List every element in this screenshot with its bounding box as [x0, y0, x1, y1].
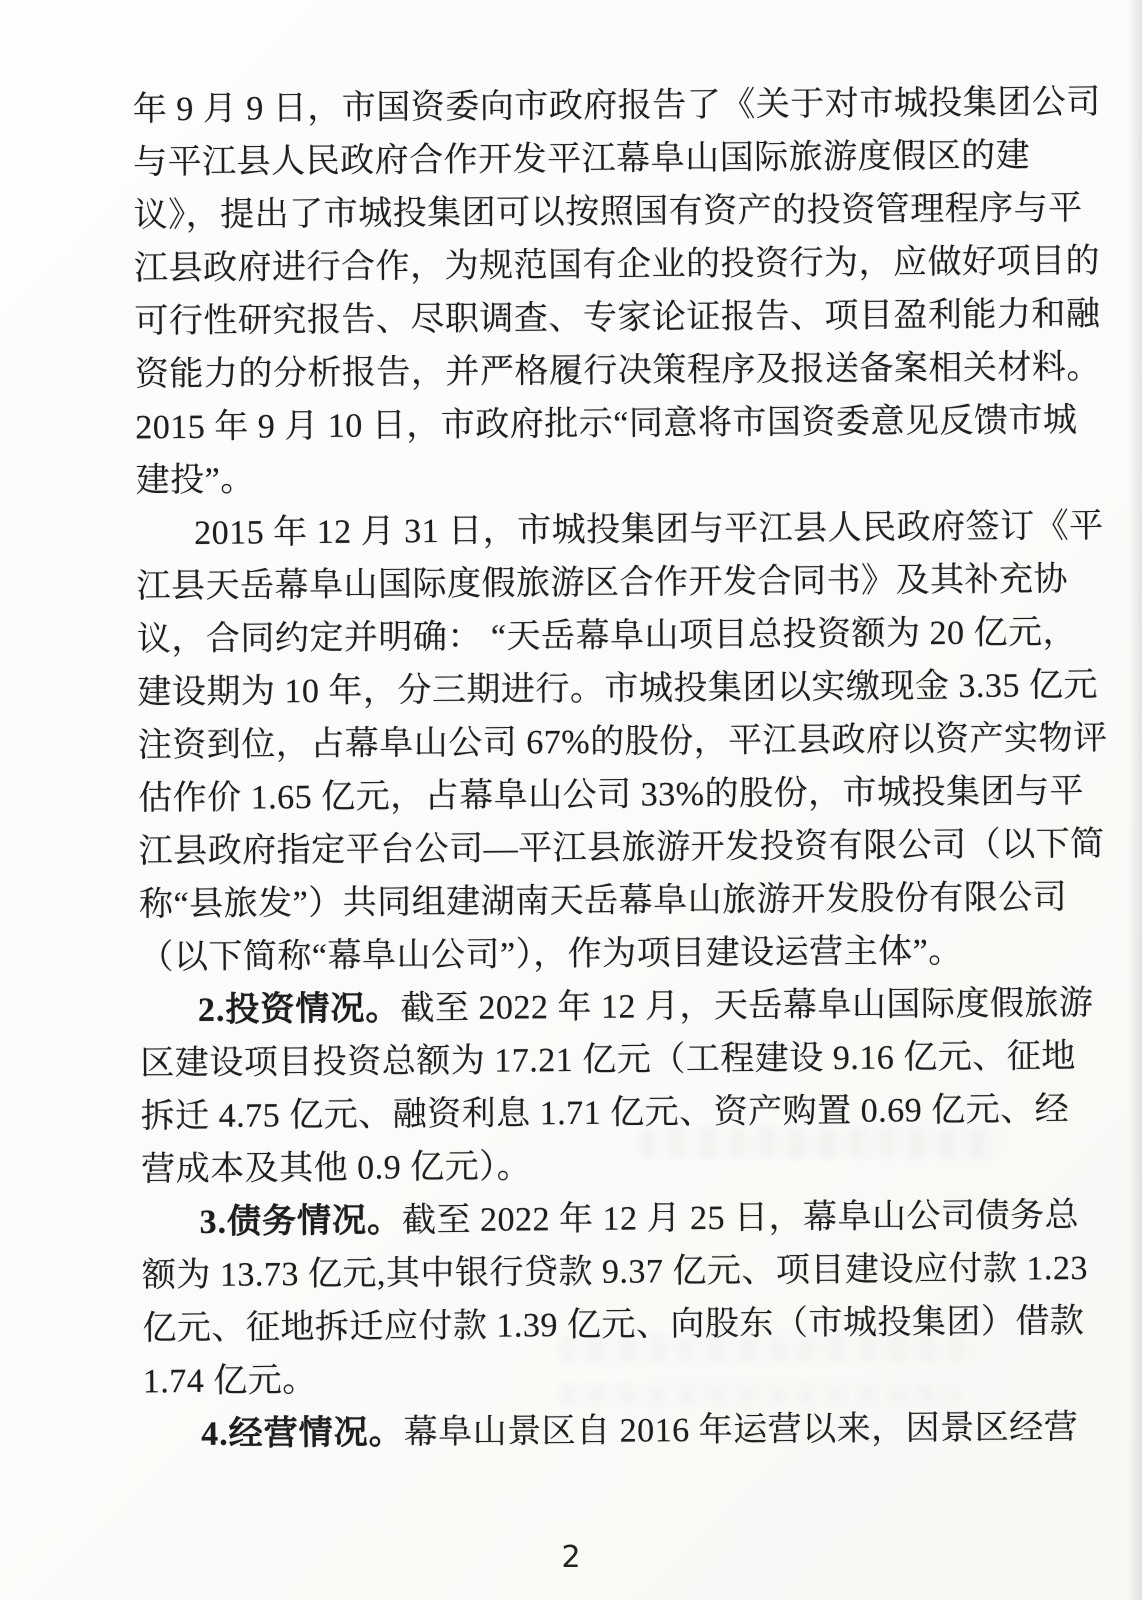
text-run: 建设期为 10 年，分三期进行。市城投集团以实缴现金 3.35 亿元: [137, 666, 1099, 712]
text-run: 拆迁 4.75 亿元、融资利息 1.71 亿元、资产购置 0.69 亿元、经: [140, 1091, 1070, 1136]
text-line: [142, 1296, 1085, 1356]
section-heading-run: 2.投资情况。: [197, 990, 401, 1029]
text-run: 称“县旅发”）共同组建湖南天岳幕阜山旅游开发股份有限公司: [138, 879, 1068, 924]
text-line: [133, 130, 1031, 190]
document-body: [132, 77, 1108, 1462]
text-run: 与平江县人民政府合作开发平江幕阜山国际旅游度假区的建: [133, 137, 1031, 182]
text-run: 议》，提出了市城投集团可以按照国有资产的投资管理程序与平: [133, 189, 1083, 235]
scan-edge-shadow: [1128, 0, 1142, 1600]
text-run: 江县天岳幕阜山国际度假旅游区合作开发合同书》及其补充协: [136, 561, 1069, 606]
text-run: 注资到位，占幕阜山公司 67%的股份，平江县政府以资产实物评: [137, 719, 1108, 765]
text-line: [135, 395, 1078, 455]
text-run: 江县政府进行合作，为规范国有企业的投资行为，应做好项目的: [133, 242, 1101, 288]
text-run: 江县政府指定平台公司—平江县旅游开发投资有限公司（以下简: [138, 825, 1105, 871]
text-line: [141, 1137, 1009, 1197]
text-line: [136, 501, 1104, 561]
text-line: [134, 289, 1101, 349]
text-line: [136, 448, 1004, 508]
text-line: [141, 1243, 1089, 1303]
text-line: [138, 872, 1068, 932]
text-line: [141, 1190, 1080, 1250]
text-line: [137, 713, 1108, 773]
text-line: [139, 925, 1007, 985]
section-heading-run: 4.经营情况。: [201, 1414, 404, 1453]
text-line: [136, 554, 1069, 614]
text-run: 亿元、征地拆迁应付款 1.39 亿元、向股东（市城投集团）借款: [142, 1302, 1085, 1348]
text-run: 额为 13.73 亿元,其中银行贷款 9.37 亿元、项目建设应付款 1.23: [141, 1249, 1089, 1295]
page-number: 2: [561, 1540, 581, 1575]
text-run: 幕阜山景区自 2016 年运营以来，因景区经营: [403, 1409, 1079, 1452]
text-run: （以下简称“幕阜山公司”），作为项目建设运营主体”。: [139, 932, 963, 977]
text-line: [143, 1402, 1079, 1462]
section-heading-run: 3.债务情况。: [199, 1202, 403, 1241]
text-line: [138, 819, 1105, 879]
text-line: [132, 77, 1101, 137]
text-run: 资能力的分析报告，并严格履行决策程序及报送备案相关材料。: [134, 348, 1102, 394]
text-run: 2015 年 12 月 31 日，市城投集团与平江县人民政府签订《平: [193, 507, 1104, 552]
text-run: 建投”。: [135, 461, 255, 500]
text-line: [143, 1349, 1011, 1409]
text-run: 可行性研究报告、尽职调查、专家论证报告、项目盈利能力和融: [134, 295, 1101, 341]
text-line: [140, 1031, 1076, 1091]
text-line: [136, 607, 1078, 667]
text-line: [137, 660, 1099, 720]
text-run: 议，合同约定并明确： “天岳幕阜山项目总投资额为 20 亿元，: [136, 614, 1078, 659]
text-run: 年 9 月 9 日，市国资委向市政府报告了《关于对市城投集团公司: [132, 83, 1101, 129]
text-run: 1.74 亿元。: [142, 1362, 317, 1401]
text-run: 区建设项目投资总额为 17.21 亿元（工程建设 9.16 亿元、征地: [140, 1038, 1076, 1083]
text-line: [138, 766, 1085, 826]
text-run: 估作价 1.65 亿元，占幕阜山公司 33%的股份，市城投集团与平: [138, 772, 1085, 818]
text-run: 截至 2022 年 12 月，天岳幕阜山国际度假旅游: [400, 984, 1094, 1028]
text-line: [133, 236, 1101, 296]
text-run: 2015 年 9 月 10 日，市政府批示“同意将市国资委意见反馈市城: [135, 402, 1078, 447]
text-line: [140, 978, 1094, 1038]
text-line: [133, 183, 1083, 243]
text-run: 截至 2022 年 12 月 25 日，幕阜山公司债务总: [401, 1197, 1080, 1240]
text-line: [140, 1084, 1070, 1144]
text-run: 营成本及其他 0.9 亿元）。: [140, 1148, 532, 1189]
text-line: [134, 342, 1102, 402]
